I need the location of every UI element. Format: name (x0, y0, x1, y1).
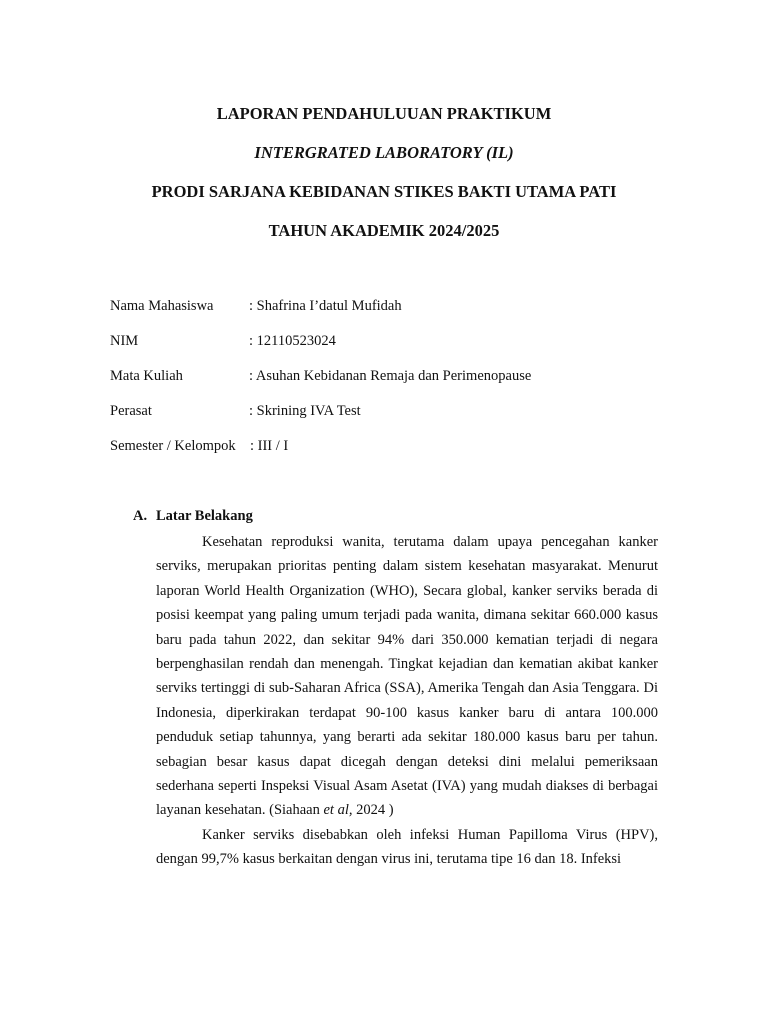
info-value: : Skrining IVA Test (249, 403, 361, 419)
info-label: Perasat (110, 403, 152, 419)
paragraph (156, 823, 658, 872)
info-value: : III / I (250, 438, 289, 454)
info-label: NIM (110, 333, 139, 349)
info-value: : Asuhan Kebidanan Remaja dan Perimenopause (249, 368, 532, 384)
section-body (156, 530, 658, 872)
section-heading (133, 508, 253, 525)
section-title: Latar Belakang (156, 508, 253, 524)
paragraph (156, 530, 658, 823)
paragraph-text: Kanker serviks disebabkan oleh infeksi Human Papilloma Virus (HPV), dengan 99,7% kasus berkaitan dengan virus ini, terutama tipe 16 dan 18. Infeksi (156, 826, 658, 868)
section-letter: A. (133, 508, 148, 524)
info-label: Mata Kuliah (110, 368, 183, 384)
citation-etal: et al, (323, 802, 353, 819)
citation-year: 2024 ) (356, 802, 394, 819)
info-label: Semester / Kelompok (110, 438, 236, 454)
report-subtitle: INTERGRATED LABORATORY (IL) (254, 143, 514, 162)
report-title: LAPORAN PENDAHULUUAN PRAKTIKUM (216, 104, 552, 123)
info-value: : 12110523024 (249, 333, 336, 349)
program-title: PRODI SARJANA KEBIDANAN STIKES BAKTI UTAMA PATI (151, 182, 617, 201)
info-label: Nama Mahasiswa (110, 298, 214, 314)
academic-year: TAHUN AKADEMIK 2024/2025 (268, 221, 500, 240)
paragraph-text: Kesehatan reproduksi wanita, terutama dalam upaya pencegahan kanker serviks, merupakan prioritas penting dalam sistem kesehatan masyarakat. Menurut laporan World Health Organization (WHO), Secara global, kanker serviks berada di posisi keempat yang paling umum terjadi pada wanita, dimana sekitar 660.000 kasus baru pada tahun 2022, dan sekitar 94% dari 350.000 kematian terjadi di negara berpenghasilan rendah dan menengah. Tingkat kejadian dan kematian akibat kanker serviks tertinggi di sub-Saharan Africa (SSA), Amerika Tengah dan Asia Tenggara. Di Indonesia, diperkirakan terdapat 90-100 kasus kanker baru di antara 100.000 penduduk setiap tahunnya, yang berarti ada sekitar 180.000 kasus baru per tahun. sebagian besar kasus dapat dicegah dengan deteksi dini melalui pemeriksaan sederhana seperti Inspeksi Visual Asam Asetat (IVA) yang mudah diakses di berbagai layanan kesehatan. (Siahaan (156, 534, 658, 819)
info-value: : Shafrina I’datul Mufidah (249, 298, 402, 314)
